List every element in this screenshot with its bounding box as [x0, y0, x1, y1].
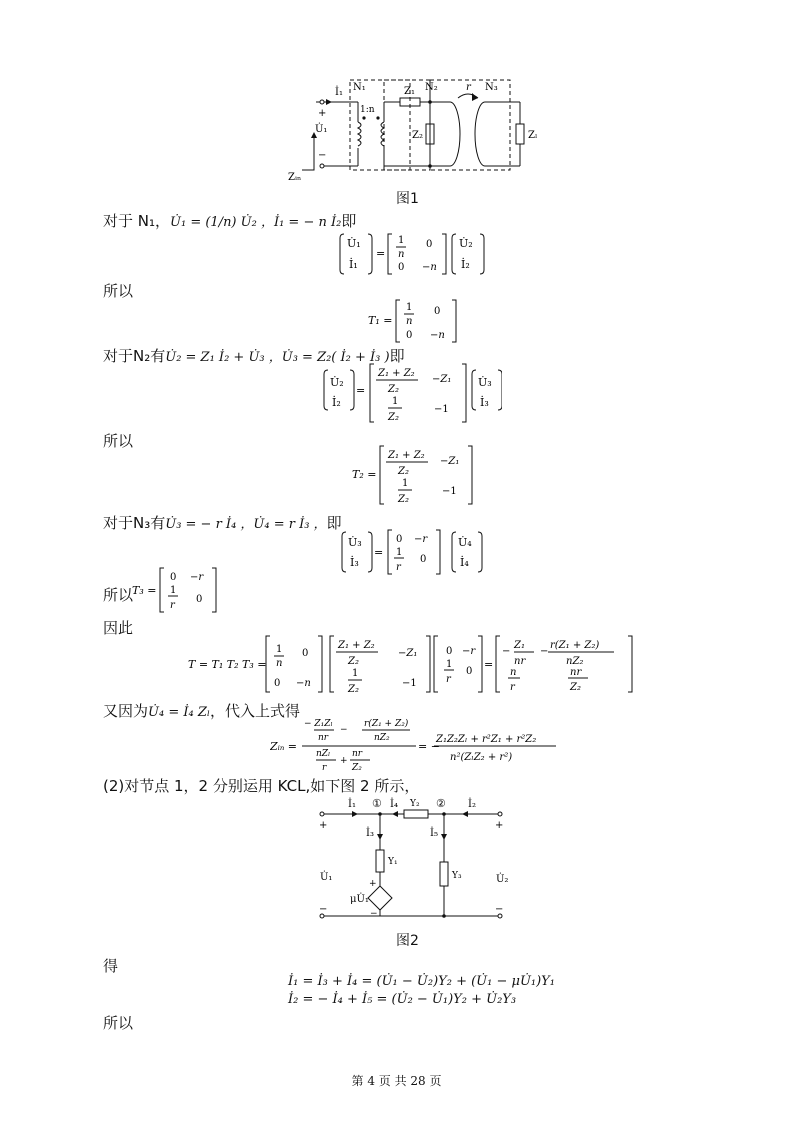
svg-text:Zᵢₙ =: Zᵢₙ = — [270, 740, 298, 753]
svg-text:−n: −n — [430, 330, 445, 341]
svg-text:1: 1 — [276, 644, 283, 655]
svg-text:0: 0 — [426, 239, 433, 250]
svg-text:0: 0 — [406, 330, 413, 341]
n3-equation: U̇₃ = − r İ₄ ，U̇₄ = r İ₃ ， — [165, 517, 327, 532]
n1-box — [350, 80, 410, 170]
svg-text:1: 1 — [398, 235, 405, 246]
fig1-z2: Z₂ — [412, 130, 423, 141]
svg-text:İ₂: İ₂ — [332, 396, 341, 409]
svg-text:n: n — [276, 658, 283, 669]
svg-text:Z₁Z₂Zₗ + r²Z₁ + r²Z₂: Z₁Z₂Zₗ + r²Z₁ + r²Z₂ — [436, 734, 537, 745]
fig2-node2: ② — [436, 797, 446, 810]
n2-equation: U̇₂ = Z₁ İ₂ + U̇₃ ，U̇₃ = Z₂( İ₂ + İ₃ ) — [165, 350, 390, 365]
svg-text:0: 0 — [398, 262, 405, 273]
svg-text:İ₃: İ₃ — [480, 396, 489, 409]
youyinwei-prefix: 又因为 — [103, 702, 149, 720]
svg-text:1: 1 — [352, 668, 359, 679]
svg-text:T₃ =: T₃ = — [132, 584, 157, 597]
youyinwei-suffix: ，代入上式得 — [210, 702, 301, 720]
n2-suffix: 即 — [389, 347, 405, 365]
fig2-i3: İ₃ — [366, 828, 374, 839]
svg-text:−1: −1 — [442, 486, 457, 497]
zin-equation — [270, 716, 560, 776]
svg-text:1: 1 — [446, 659, 453, 670]
svg-text:=: = — [374, 546, 384, 559]
svg-text:−: − — [340, 725, 348, 735]
svg-text:= −: = − — [418, 740, 440, 753]
youyinwei-equation: U̇₄ = İ₄ Zₗ — [148, 705, 211, 720]
fig1-n1: N₁ — [353, 82, 366, 93]
fig2-i5: İ₅ — [430, 828, 438, 839]
svg-text:Z₁: Z₁ — [514, 640, 525, 651]
page-footer: 第 4 页 共 28 页 — [351, 1074, 442, 1088]
t3-matrix — [132, 566, 227, 614]
fig2-u1: U̇₁ — [320, 872, 333, 883]
figure-1-caption: 图1 — [396, 191, 419, 207]
fig1-n3: N₃ — [485, 82, 498, 93]
n1-equation: U̇₁ = (1/n) U̇₂ ，İ₁ = − n İ₂ — [170, 215, 342, 230]
svg-text:0: 0 — [420, 554, 427, 565]
fig2-y3: Y₃ — [452, 871, 462, 881]
svg-text:Z₁ + Z₂: Z₁ + Z₂ — [378, 368, 415, 379]
figure-2-caption: 图2 — [396, 933, 419, 949]
n3-prefix: 对于N₃有 — [103, 514, 166, 532]
n1-matrix-equation — [338, 230, 488, 278]
svg-text:Z₂: Z₂ — [388, 384, 399, 395]
suoyi-4: 所以 — [103, 1014, 134, 1032]
fig2-src-plus: + — [369, 879, 377, 889]
svg-text:T₁ =: T₁ = — [368, 314, 393, 327]
svg-text:=: = — [376, 247, 386, 260]
fig1-minus: − — [318, 150, 327, 161]
fig2-minus-right: − — [495, 904, 504, 915]
svg-text:=: = — [356, 384, 366, 397]
svg-text:−n: −n — [296, 678, 311, 689]
figure-2-circuit — [312, 794, 512, 924]
svg-text:1: 1 — [170, 585, 177, 596]
n1-suffix: 即 — [341, 212, 357, 230]
svg-text:İ₄: İ₄ — [460, 556, 469, 569]
svg-text:Z₂: Z₂ — [352, 763, 362, 773]
fig1-r: r — [466, 82, 471, 93]
svg-text:Z₂: Z₂ — [388, 412, 399, 423]
svg-text:1: 1 — [406, 302, 413, 313]
figure-1-circuit — [280, 72, 550, 187]
svg-text:T = T₁ T₂ T₃ =: T = T₁ T₂ T₃ = — [188, 658, 267, 671]
svg-text:n: n — [406, 316, 413, 327]
svg-text:n: n — [398, 249, 405, 260]
svg-text:İ₃: İ₃ — [350, 556, 359, 569]
svg-text:nr: nr — [352, 749, 363, 759]
svg-text:−1: −1 — [402, 678, 417, 689]
svg-text:0: 0 — [274, 678, 281, 689]
fig1-zin: Zᵢₙ — [288, 172, 302, 183]
svg-text:n²(ZₗZ₂ + r²): n²(ZₗZ₂ + r²) — [450, 752, 513, 763]
kcl-equation-1: İ₁ = İ₃ + İ₄ = (U̇₁ − U̇₂)Y₂ + (U̇₁ − μU̇₁)Y₁ — [288, 974, 555, 989]
n3-matrix-equation — [340, 528, 485, 576]
fig2-i1: İ₁ — [348, 799, 356, 810]
svg-text:−1: −1 — [434, 404, 449, 415]
fig1-u1: U̇₁ — [315, 124, 328, 135]
svg-text:n: n — [510, 667, 517, 678]
kcl-equation-2: İ₂ = − İ₄ + İ₅ = (U̇₂ − U̇₁)Y₂ + U̇₂Y₃ — [288, 992, 517, 1007]
svg-text:−Z₁: −Z₁ — [432, 374, 452, 385]
svg-text:r: r — [446, 674, 451, 685]
n2-prefix: 对于N₂有 — [103, 347, 166, 365]
t1-matrix — [368, 298, 468, 344]
suoyi-2: 所以 — [103, 432, 134, 450]
svg-text:Z₂: Z₂ — [398, 466, 409, 477]
fig2-source: μU̇₁ — [350, 894, 369, 905]
svg-text:U̇₂: U̇₂ — [459, 237, 473, 250]
fig1-zl: Zₗ — [528, 130, 538, 141]
svg-text:r: r — [396, 562, 401, 573]
de: 得 — [103, 957, 119, 975]
fig2-i4: İ₄ — [390, 799, 398, 810]
svg-text:0: 0 — [302, 648, 309, 659]
suoyi-1: 所以 — [103, 282, 134, 300]
svg-text:− Z₁Zₗ: − Z₁Zₗ — [304, 719, 333, 729]
svg-text:1: 1 — [402, 478, 409, 489]
svg-text:Z₂: Z₂ — [570, 682, 581, 693]
svg-text:nZₗ: nZₗ — [316, 749, 331, 759]
svg-text:−: − — [502, 646, 511, 657]
n2-matrix-equation — [322, 362, 502, 424]
n1-statement — [103, 210, 356, 231]
svg-text:nr: nr — [570, 667, 582, 678]
svg-text:0: 0 — [466, 666, 473, 677]
svg-text:U̇₂: U̇₂ — [330, 376, 344, 389]
svg-text:nr: nr — [318, 733, 329, 743]
svg-text:−n: −n — [422, 262, 437, 273]
fig2-y1: Y₁ — [388, 857, 398, 867]
svg-text:−r: −r — [462, 646, 476, 657]
svg-text:r: r — [170, 600, 175, 611]
svg-text:İ₁: İ₁ — [349, 258, 358, 271]
svg-text:nZ₂: nZ₂ — [566, 656, 584, 667]
fig2-node1: ① — [372, 797, 382, 810]
svg-text:Z₁ + Z₂: Z₁ + Z₂ — [338, 640, 375, 651]
svg-text:Z₁ + Z₂: Z₁ + Z₂ — [388, 450, 425, 461]
svg-text:−Z₁: −Z₁ — [440, 456, 460, 467]
svg-text:Z₂: Z₂ — [348, 656, 359, 667]
suoyi-3: 所以 — [103, 586, 134, 604]
part2-statement: (2)对节点 1，2 分别运用 KCL,如下图 2 所示， — [103, 777, 420, 795]
svg-text:U̇₁: U̇₁ — [347, 237, 361, 250]
svg-text:r: r — [510, 682, 515, 693]
n3-statement — [103, 512, 342, 533]
svg-text:r: r — [322, 763, 327, 773]
fig2-minus-left: − — [319, 904, 328, 915]
svg-text:r(Z₁ + Z₂): r(Z₁ + Z₂) — [364, 719, 409, 729]
svg-text:+: + — [340, 756, 348, 766]
svg-text:nr: nr — [514, 656, 526, 667]
svg-text:1: 1 — [396, 547, 403, 558]
svg-text:U̇₄: U̇₄ — [458, 536, 472, 549]
svg-text:−r: −r — [190, 572, 204, 583]
svg-text:İ₂: İ₂ — [461, 258, 470, 271]
fig2-u2: U̇₂ — [496, 874, 509, 885]
svg-text:0: 0 — [170, 572, 177, 583]
n1-prefix: 对于 N₁， — [103, 212, 171, 230]
fig1-i1: İ₁ — [335, 87, 343, 98]
fig1-plus: + — [318, 108, 327, 119]
fig2-y2: Y₂ — [410, 799, 420, 809]
svg-text:U̇₃: U̇₃ — [478, 376, 492, 389]
fig2-i2: İ₂ — [468, 799, 476, 810]
svg-text:1: 1 — [392, 396, 399, 407]
svg-text:−Z₁: −Z₁ — [398, 648, 418, 659]
svg-text:0: 0 — [196, 594, 203, 605]
fig1-z1: Z₁ — [404, 86, 415, 97]
fig2-plus-right: + — [495, 820, 504, 831]
svg-text:−r: −r — [414, 534, 428, 545]
svg-text:0: 0 — [446, 646, 453, 657]
svg-text:nZ₂: nZ₂ — [374, 733, 390, 743]
fig2-src-minus: − — [370, 909, 378, 919]
svg-text:−: − — [540, 646, 549, 657]
svg-text:=: = — [484, 658, 494, 671]
fig2-plus-left: + — [319, 820, 328, 831]
svg-text:r(Z₁ + Z₂): r(Z₁ + Z₂) — [550, 640, 600, 651]
svg-text:U̇₃: U̇₃ — [348, 536, 362, 549]
fig1-ratio: 1:n — [360, 105, 375, 115]
n3-suffix: 即 — [326, 514, 342, 532]
t-product-equation — [188, 634, 638, 694]
t2-matrix — [352, 444, 482, 506]
svg-text:T₂ =: T₂ = — [352, 468, 377, 481]
svg-text:0: 0 — [434, 306, 441, 317]
svg-text:0: 0 — [396, 534, 403, 545]
yinci: 因此 — [103, 619, 134, 637]
svg-text:Z₂: Z₂ — [398, 494, 409, 505]
svg-text:Z₂: Z₂ — [348, 684, 359, 694]
n3-box — [430, 80, 510, 170]
fig1-n2: N₂ — [425, 82, 438, 93]
